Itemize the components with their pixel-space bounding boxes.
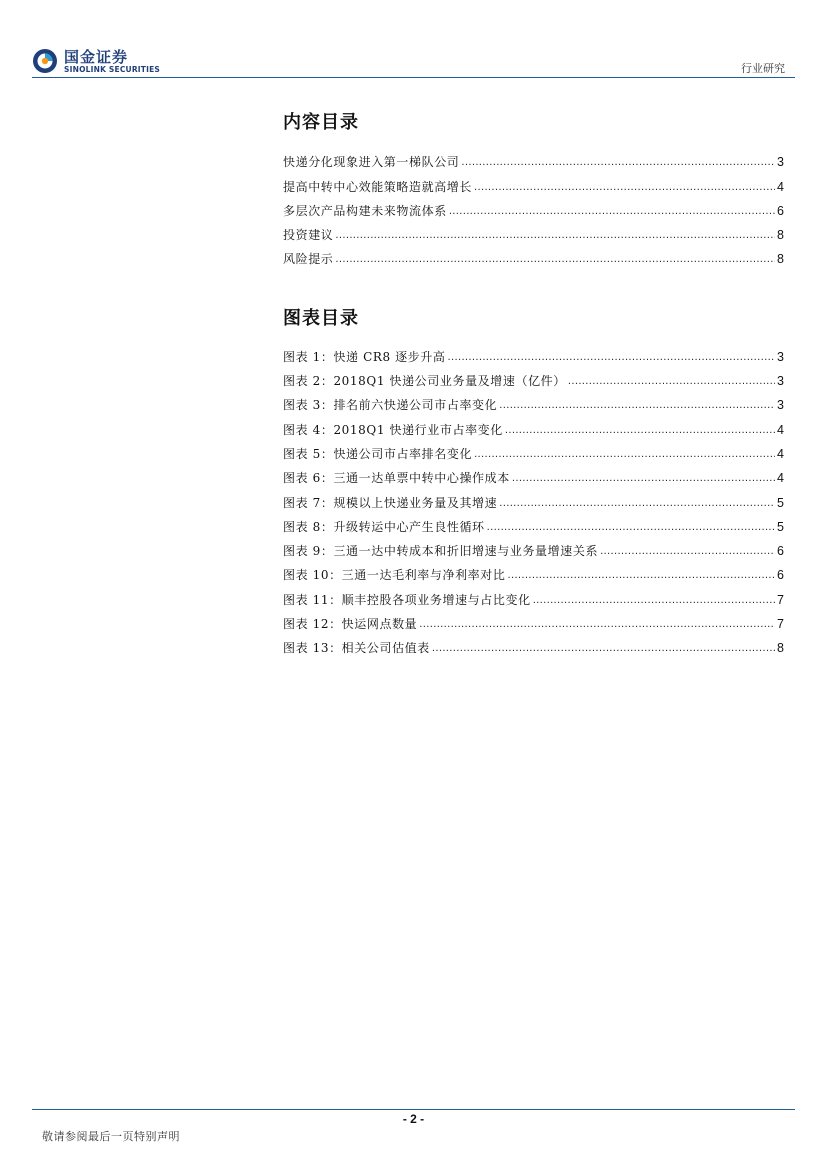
sinolink-logo-icon — [32, 48, 58, 74]
figure-entry[interactable] — [283, 583, 784, 607]
leader-dots — [505, 424, 775, 438]
leader-dots — [512, 472, 775, 486]
figures-title: 图表目录 — [283, 308, 359, 330]
toc-entry-label: 快递分化现象进入第一梯队公司 — [283, 155, 460, 170]
toc-entry[interactable] — [283, 243, 784, 267]
toc-entry-label: 投资建议 — [283, 228, 334, 243]
figure-entry-page: 4 — [777, 422, 784, 437]
toc-entry-page: 8 — [777, 252, 784, 267]
leader-dots — [600, 545, 775, 559]
figure-entry-label: 图表 3：排名前六快递公司市占率变化 — [283, 398, 498, 413]
figure-entry[interactable] — [283, 632, 784, 656]
toc-entry[interactable] — [283, 170, 784, 194]
toc-entry-page: 3 — [777, 155, 784, 170]
figure-entry[interactable] — [283, 486, 784, 510]
figure-entry-page: 3 — [777, 398, 784, 413]
figure-entry[interactable] — [283, 340, 784, 364]
leader-dots — [449, 205, 775, 219]
leader-dots — [568, 375, 775, 389]
contents-title: 内容目录 — [283, 112, 359, 133]
company-logo — [32, 46, 162, 78]
leader-dots — [474, 448, 775, 462]
toc-entry-page: 6 — [777, 203, 784, 218]
figure-entry-label: 图表 4：2018Q1 快递行业市占率变化 — [283, 422, 503, 437]
figure-entry-page: 5 — [777, 495, 784, 510]
figure-entry-label: 图表 11：顺丰控股各项业务增速与占比变化 — [283, 592, 531, 607]
figure-entry-label: 图表 1：快递 CR8 逐步升高 — [283, 349, 446, 364]
figures-list — [283, 340, 784, 656]
figure-entry-label: 图表 8：升级转运中心产生良性循环 — [283, 519, 485, 534]
figure-entry[interactable] — [283, 608, 784, 632]
disclaimer-note: 敬请参阅最后一页特别声明 — [42, 1130, 180, 1143]
contents-list — [283, 146, 784, 267]
leader-dots — [335, 229, 775, 243]
toc-entry-label: 风险提示 — [283, 252, 334, 267]
figure-entry-page: 3 — [777, 349, 784, 364]
toc-entry[interactable] — [283, 146, 784, 170]
leader-dots — [474, 181, 775, 195]
leader-dots — [508, 569, 776, 583]
leader-dots — [432, 642, 775, 656]
figure-entry-label: 图表 2：2018Q1 快递公司业务量及增速（亿件） — [283, 374, 566, 389]
leader-dots — [499, 497, 775, 511]
figure-entry-page: 6 — [777, 544, 784, 559]
figure-entry[interactable] — [283, 535, 784, 559]
leader-dots — [487, 521, 775, 535]
logo-chinese-name: 国金证券 — [64, 48, 129, 66]
toc-content — [283, 108, 784, 656]
toc-entry-label: 多层次产品构建未来物流体系 — [283, 203, 447, 218]
figure-entry-label: 图表 5：快递公司市占率排名变化 — [283, 446, 473, 461]
figure-entry[interactable] — [283, 438, 784, 462]
toc-entry[interactable] — [283, 219, 784, 243]
toc-entry-label: 提高中转中心效能策略造就高增长 — [283, 179, 473, 194]
figure-entry-page: 7 — [777, 592, 784, 607]
figure-entry[interactable] — [283, 511, 784, 535]
footer-divider — [32, 1109, 795, 1110]
section-spacer — [283, 267, 784, 304]
toc-entry[interactable] — [283, 195, 784, 219]
figure-entry[interactable] — [283, 413, 784, 437]
figure-entry-page: 4 — [777, 471, 784, 486]
figure-entry[interactable] — [283, 365, 784, 389]
figure-entry-label: 图表 7：规模以上快递业务量及其增速 — [283, 495, 498, 510]
leader-dots — [499, 399, 775, 413]
leader-dots — [533, 594, 775, 608]
leader-dots — [419, 618, 775, 632]
toc-entry-page: 4 — [777, 179, 784, 194]
toc-entry-page: 8 — [777, 228, 784, 243]
page-header — [0, 0, 827, 80]
leader-dots — [461, 156, 775, 170]
figure-entry-page: 8 — [777, 641, 784, 656]
figure-entry-page: 6 — [777, 568, 784, 583]
figure-entry-page: 7 — [777, 617, 784, 632]
figure-entry-label: 图表 10：三通一达毛利率与净利率对比 — [283, 568, 506, 583]
header-divider — [32, 77, 795, 78]
figure-entry[interactable] — [283, 559, 784, 583]
leader-dots — [335, 253, 775, 267]
figure-entry-page: 4 — [777, 446, 784, 461]
leader-dots — [448, 351, 776, 365]
figure-entry-page: 3 — [777, 374, 784, 389]
figure-entry[interactable] — [283, 389, 784, 413]
report-category: 行业研究 — [741, 62, 785, 75]
figure-entry-label: 图表 13：相关公司估值表 — [283, 641, 430, 656]
figure-entry[interactable] — [283, 462, 784, 486]
figure-entry-label: 图表 9：三通一达中转成本和折旧增速与业务量增速关系 — [283, 544, 599, 559]
figure-entry-label: 图表 6：三通一达单票中转中心操作成本 — [283, 471, 510, 486]
figure-entry-page: 5 — [777, 519, 784, 534]
figure-entry-label: 图表 12：快运网点数量 — [283, 617, 418, 632]
page-number: - 2 - — [402, 1112, 425, 1126]
logo-english-name: SINOLINK SECURITIES — [64, 65, 161, 74]
